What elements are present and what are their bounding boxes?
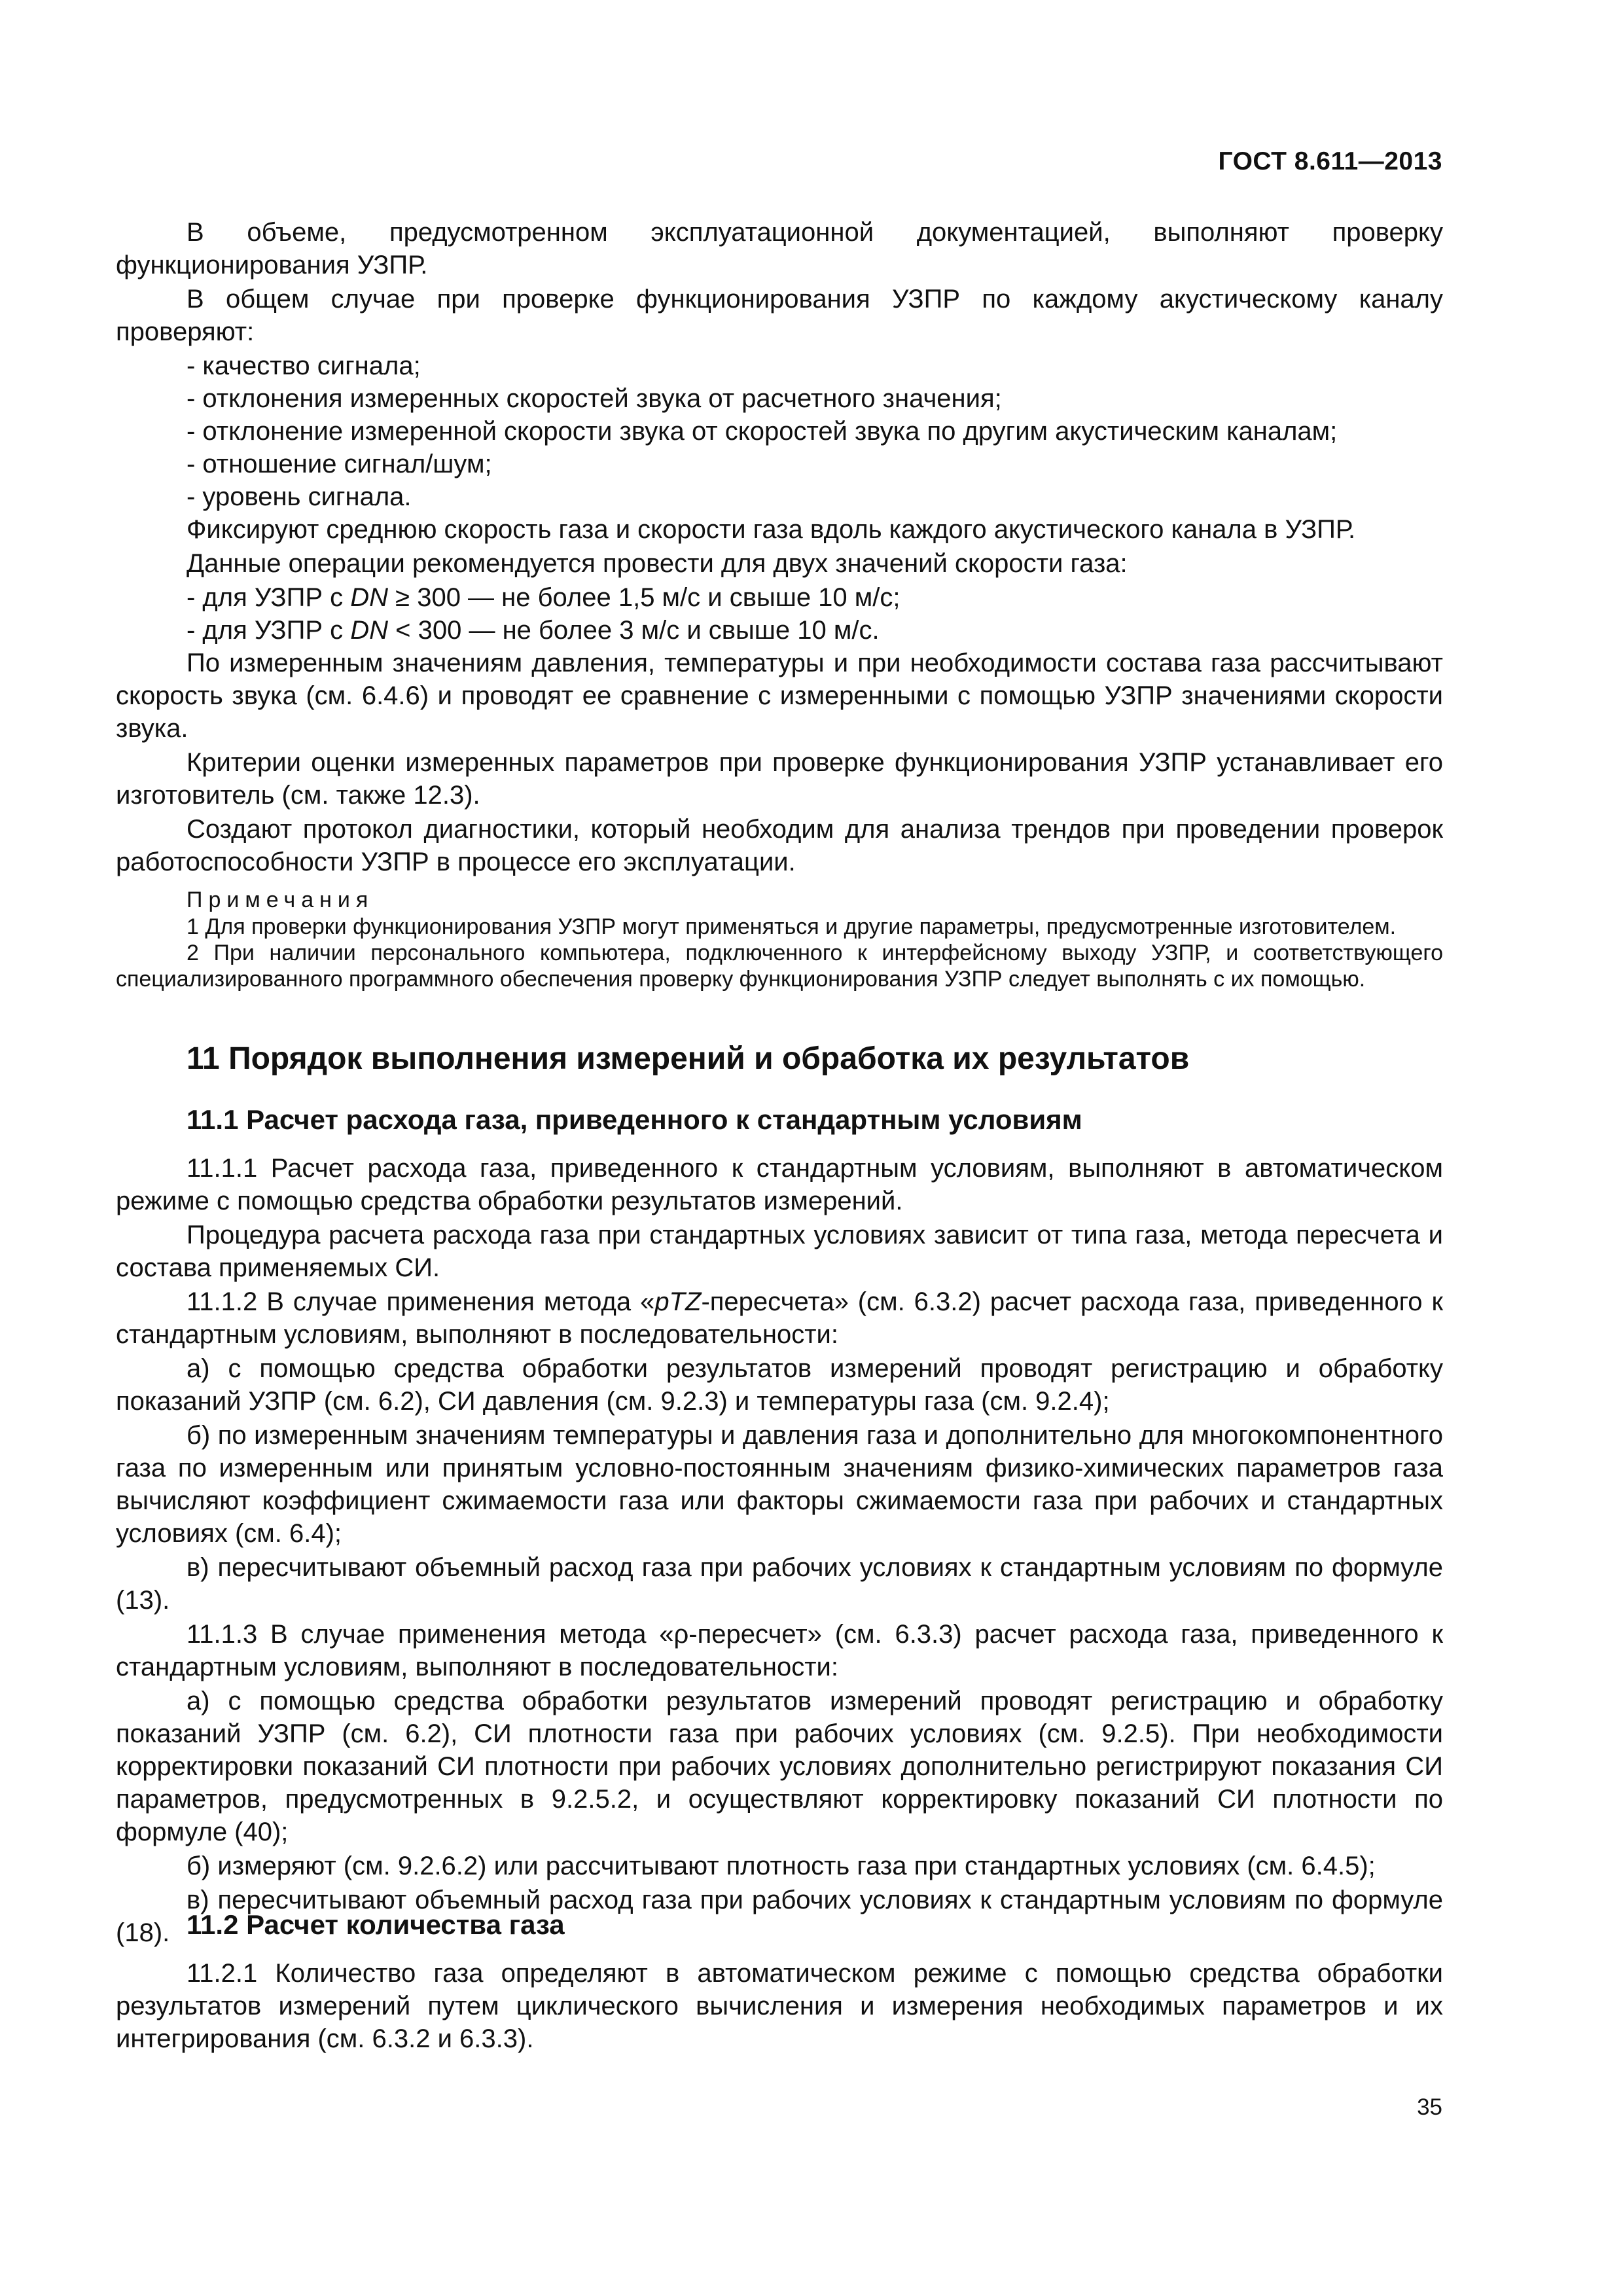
paragraph: По измеренным значениям давления, температуры и при необходимости состава газа рассчитывают скорость звука (см. 6.4.6) и проводят ее сравнение с измеренными с помощью УЗПР значениями скорости звука. bbox=[116, 649, 1443, 743]
notes-heading: Примечания bbox=[187, 888, 374, 912]
document-code: ГОСТ 8.611—2013 bbox=[1218, 147, 1442, 175]
list-item: - для УЗПР с DN ≥ 300 — не более 1,5 м/с и свыше 10 м/с; bbox=[187, 583, 901, 612]
subsection-11-1-body bbox=[116, 1152, 1443, 1950]
paragraph: В объеме, предусмотренном эксплуатационной документацией, выполняют проверку функционирования УЗПР. bbox=[116, 218, 1443, 279]
paragraph: 11.1.3 В случае применения метода «ρ-пересчет» (см. 6.3.3) расчет расхода газа, приведенного к стандартным условиям, выполняют в последовательности: bbox=[116, 1620, 1443, 1681]
list-item: б) измеряют (см. 9.2.6.2) или рассчитывают плотность газа при стандартных условиях (см. 6.4.5); bbox=[187, 1852, 1376, 1880]
subsection-11-2 bbox=[116, 1908, 1443, 1942]
list-item: в) пересчитывают объемный расход газа при рабочих условиях к стандартным условиям по формуле (18). bbox=[116, 1886, 1443, 1947]
subsection-title: 11.1 Расчет расхода газа, приведенного к стандартным условиям bbox=[187, 1104, 1082, 1135]
note-item: 2 При наличии персонального компьютера, подключенного к интерфейсному выходу УЗПР, и соответствующего специализированного программного обеспечения проверку функционирования УЗПР следует выполнять с их помощью. bbox=[116, 941, 1443, 992]
paragraph: 11.1.2 В случае применения метода «pTZ-пересчета» (см. 6.3.2) расчет расхода газа, приведенного к стандартным условиям, выполняют в последовательности: bbox=[116, 1287, 1443, 1349]
list-item: в) пересчитывают объемный расход газа при рабочих условиях к стандартным условиям по формуле (13). bbox=[116, 1553, 1443, 1615]
paragraph: В общем случае при проверке функционирования УЗПР по каждому акустическому каналу проверяют: bbox=[116, 285, 1443, 346]
list-item: - отклонение измеренной скорости звука от скоростей звука по другим акустическим каналам; bbox=[187, 417, 1338, 446]
note-item: 1 Для проверки функционирования УЗПР могут применяться и другие параметры, предусмотренные изготовителем. bbox=[187, 914, 1397, 939]
paragraph: 11.1.1 Расчет расхода газа, приведенного к стандартным условиям, выполняют в автоматическом режиме с помощью средства обработки результатов измерений. bbox=[116, 1154, 1443, 1215]
paragraph: Процедура расчета расхода газа при стандартных условиях зависит от типа газа, метода пересчета и состава применяемых СИ. bbox=[116, 1221, 1443, 1282]
subsection-11-1 bbox=[116, 1103, 1443, 1137]
paragraph: Фиксируют среднюю скорость газа и скорости газа вдоль каждого акустического канала в УЗПР. bbox=[187, 515, 1356, 544]
section-11 bbox=[116, 1041, 1443, 1077]
paragraph: 11.2.1 Количество газа определяют в автоматическом режиме с помощью средства обработки результатов измерений путем циклического вычисления и измерения необходимых параметров и их интегрирования (см. 6.3.2 и 6.3.3). bbox=[116, 1959, 1443, 2053]
paragraph: Критерии оценки измеренных параметров при проверке функционирования УЗПР устанавливает его изготовитель (см. также 12.3). bbox=[116, 748, 1443, 810]
subsection-11-2-body bbox=[116, 1957, 1443, 2056]
list-item: - отношение сигнал/шум; bbox=[187, 450, 492, 478]
page-number: 35 bbox=[1417, 2094, 1442, 2120]
list-item: а) с помощью средства обработки результатов измерений проводят регистрацию и обработку показаний УЗПР (см. 6.2), СИ плотности газа при рабочих условиях (см. 9.2.5). При необходимости корректировки показаний СИ плотности при рабочих условиях дополнительно регистрируют показания СИ параметров, предусмотренных в 9.2.5.2, и осуществляют корректировку показаний СИ плотности по формуле (40); bbox=[116, 1687, 1443, 1846]
subsection-title: 11.2 Расчет количества газа bbox=[187, 1909, 565, 1940]
list-item: б) по измеренным значениям температуры и давления газа и дополнительно для многокомпонентного газа по измеренным или принятым условно-постоянным значениям физико-химических параметров газа вычисляют коэффициент сжимаемости газа или факторы сжимаемости газа при рабочих и стандартных условиях (см. 6.4); bbox=[116, 1421, 1443, 1548]
paragraph: Данные операции рекомендуется провести для двух значений скорости газа: bbox=[187, 549, 1128, 578]
list-item: а) с помощью средства обработки результатов измерений проводят регистрацию и обработку показаний УЗПР (см. 6.2), СИ давления (см. 9.2.3) и температуры газа (см. 9.2.4); bbox=[116, 1354, 1443, 1416]
list-item: - качество сигнала; bbox=[187, 351, 421, 380]
list-item: - уровень сигнала. bbox=[187, 482, 412, 511]
list-item: - отклонения измеренных скоростей звука от расчетного значения; bbox=[187, 384, 1002, 413]
paragraph: Создают протокол диагностики, который необходим для анализа трендов при проведении проверок работоспособности УЗПР в процессе его эксплуатации. bbox=[116, 815, 1443, 876]
list-item: - для УЗПР с DN < 300 — не более 3 м/с и свыше 10 м/с. bbox=[187, 616, 880, 645]
functional-check-section bbox=[116, 216, 1443, 992]
section-title: 11 Порядок выполнения измерений и обработка их результатов bbox=[187, 1041, 1190, 1076]
